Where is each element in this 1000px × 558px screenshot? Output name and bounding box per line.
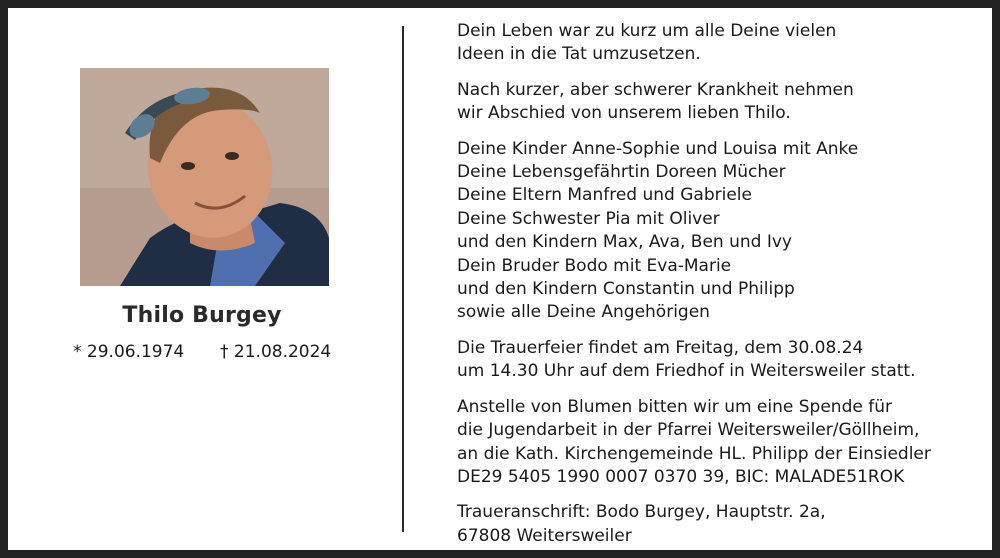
text-column xyxy=(457,20,987,548)
text-line: Deine Kinder Anne-Sophie und Louisa mit Anke xyxy=(457,138,859,159)
text-line: die Jugendarbeit in der Pfarrei Weitersweiler/Göllheim, xyxy=(457,420,920,441)
obituary-card xyxy=(8,8,992,550)
text-line: wir Abschied von unserem lieben Thilo. xyxy=(457,103,791,124)
paragraph-address xyxy=(457,501,987,548)
text-line: Deine Lebensgefährtin Doreen Mücher xyxy=(457,162,786,183)
birth-date: * 29.06.1974 xyxy=(73,342,185,362)
column-divider xyxy=(402,26,404,532)
paragraph-donation xyxy=(457,396,987,490)
paragraph-farewell xyxy=(457,79,987,126)
text-line: an die Kath. Kirchengemeinde HL. Philipp der Einsiedler xyxy=(457,443,931,464)
text-line: Traueranschrift: Bodo Burgey, Hauptstr. 2a, xyxy=(457,502,826,523)
text-line: Ideen in die Tat umzusetzen. xyxy=(457,44,701,65)
text-line: DE29 5405 1990 0007 0370 39, BIC: MALADE51ROK xyxy=(457,466,905,487)
text-line: sowie alle Deine Angehörigen xyxy=(457,302,710,323)
paragraph-mourners xyxy=(457,138,987,325)
text-line: Deine Eltern Manfred und Gabriele xyxy=(457,185,752,206)
paragraph-funeral xyxy=(457,337,987,384)
text-line: Nach kurzer, aber schwerer Krankheit nehmen xyxy=(457,79,854,100)
text-line: 67808 Weitersweiler xyxy=(457,525,632,546)
text-line: Dein Leben war zu kurz um alle Deine vielen xyxy=(457,21,837,41)
text-line: Dein Bruder Bodo mit Eva-Marie xyxy=(457,255,732,276)
text-line: Deine Schwester Pia mit Oliver xyxy=(457,208,720,229)
deceased-name: Thilo Burgey xyxy=(122,303,282,328)
paragraph-intro xyxy=(457,20,987,67)
text-line: um 14.30 Uhr auf dem Friedhof in Weitersweiler statt. xyxy=(457,361,916,382)
text-line: und den Kindern Max, Ava, Ben und Ivy xyxy=(457,232,792,253)
text-line: und den Kindern Constantin und Philipp xyxy=(457,279,795,300)
left-column xyxy=(8,8,403,550)
text-line: Anstelle von Blumen bitten wir um eine Spende für xyxy=(457,396,892,417)
text-line: Die Trauerfeier findet am Freitag, dem 30.08.24 xyxy=(457,337,864,358)
death-date: † 21.08.2024 xyxy=(220,342,332,362)
portrait-photo xyxy=(80,68,329,286)
